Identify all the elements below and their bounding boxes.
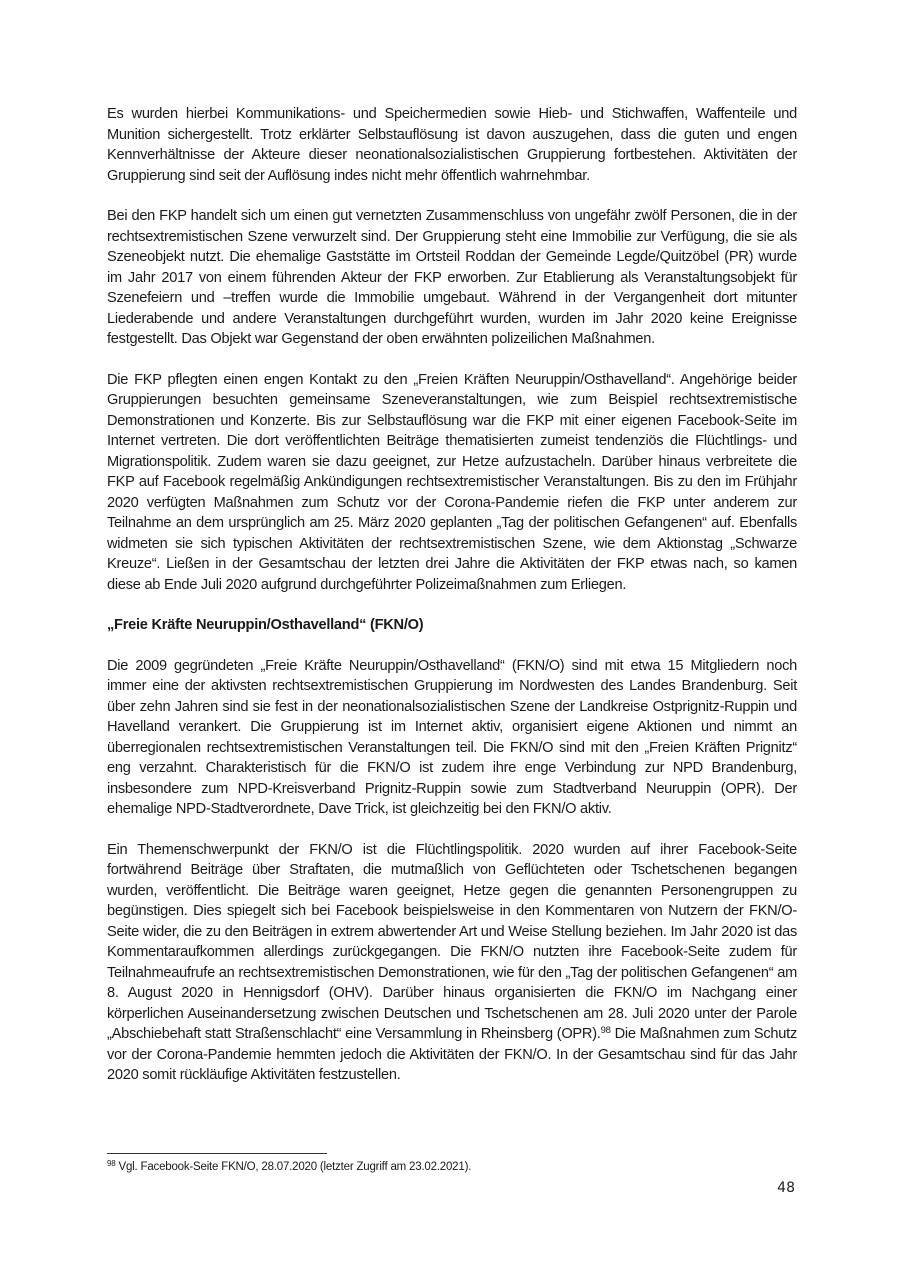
page-number: 48 — [777, 1180, 795, 1196]
footnote-text: Vgl. Facebook-Seite FKN/O, 28.07.2020 (letzter Zugriff am 23.02.2021). — [115, 1161, 472, 1173]
paragraph-5 — [107, 840, 797, 1086]
paragraph-3: Die FKP pflegten einen engen Kontakt zu den „Freien Kräften Neuruppin/Osthavelland“. Angehörige beider Gruppierungen besuchten gemeinsame Szeneveranstaltungen, wie zum Beispiel rechtsextremistische Demonstrationen und Konzerte. Bis zur Selbstauflösung war die FKP mit einer eigenen Facebook-Seite im Internet vertreten. Die dort veröffentlichten Beiträge thematisierten zumeist tendenziös die Flüchtlings- und Migrationspolitik. Zudem waren sie dazu geeignet, zur Hetze aufzustacheln. Darüber hinaus verbreitete die FKP auf Facebook regelmäßig Ankündigungen rechtsextremistischer Veranstaltungen. Bis zu den im Frühjahr 2020 verfügten Maßnahmen zum Schutz vor der Corona-Pandemie riefen die FKP unter anderem zur Teilnahme an dem ursprünglich am 25. März 2020 geplanten „Tag der politischen Gefangenen“ auf. Ebenfalls widmeten sie sich typischen Aktivitäten der rechtsextremistischen Szene, wie dem Aktionstag „Schwarze Kreuze“. Ließen in der Gesamtschau der letzten drei Jahre die Aktivitäten der FKP etwas nach, so kamen diese ab Ende Juli 2020 aufgrund durchgeführter Polizeimaßnahmen zum Erliegen. — [107, 371, 797, 593]
footnote-divider — [107, 1153, 327, 1154]
paragraph-2: Bei den FKP handelt sich um einen gut vernetzten Zusammenschluss von ungefähr zwölf Personen, die in der rechtsextremistischen Szene verwurzelt sind. Der Gruppierung steht eine Immobilie zur Verfügung, die sie als Szeneobjekt nutzt. Die ehemalige Gaststätte im Ortsteil Roddan der Gemeinde Legde/Quitzöbel (PR) wurde im Jahr 2017 von einem führenden Akteur der FKP erworben. Zur Etablierung als Veranstaltungsobjekt für Szenefeiern und –treffen wurde die Immobilie umgebaut. Während in der Vergangenheit dort mitunter Liederabende und andere Veranstaltungen durchgeführt wurden, wurden im Jahr 2020 keine Ereignisse festgestellt. Das Objekt war Gegenstand der oben erwähnten polizeilichen Maßnahmen. — [107, 208, 797, 347]
main-text — [107, 104, 797, 1086]
section-heading: „Freie Kräfte Neuruppin/Osthavelland“ (FKN/O) — [107, 617, 424, 633]
footnote-number: 98 — [107, 1159, 116, 1168]
paragraph-5-text-a: Ein Themenschwerpunkt der FKN/O ist die Flüchtlingspolitik. 2020 wurden auf ihrer Facebook-Seite fortwährend Beiträge über Straftaten, die mutmaßlich von Geflüchteten oder Tschetschenen begangen wurden, veröffentlicht. Die Beiträge waren geeignet, Hetze gegen die genannten Personengruppen zu begünstigen. Dies spiegelt sich bei Facebook beispielsweise in den Kommentaren von Nutzern der FKN/O-Seite wider, die zu den Beiträgen in extrem abwertender Art und Weise Stellung beziehen. Im Jahr 2020 ist das Kommentaraufkommen allerdings zurückgegangen. Die FKN/O nutzten ihre Facebook-Seite zudem für Teilnahmeaufrufe an rechtsextremistischen Demonstrationen, wie für den „Tag der politischen Gefangenen“ am 8. August 2020 in Hennigsdorf (OHV). Darüber hinaus organisierten die FKN/O im Nachgang einer körperlichen Auseinandersetzung zwischen Deutschen und Tschetschenen am 28. Juli 2020 unter der Parole „Abschiebehaft statt Straßenschlacht“ eine Versammlung in Rheinsberg (OPR). — [107, 841, 797, 1042]
paragraph-4: Die 2009 gegründeten „Freie Kräfte Neuruppin/Osthavelland“ (FKN/O) sind mit etwa 15 Mitgliedern noch immer eine der aktivsten rechtsextremistischen Gruppierung im Nordwesten des Landes Brandenburg. Seit über zehn Jahren sind sie fest in der neonationalsozialistischen Szene der Landkreise Ostprignitz-Ruppin und Havelland verankert. Die Gruppierung ist im Internet aktiv, organisiert eigene Aktionen und nimmt an überregionalen rechtsextremistischen Veranstaltungen teil. Die FKN/O sind mit den „Freien Kräften Prignitz“ eng verzahnt. Charakteristisch für die FKN/O ist zudem ihre enge Verbindung zur NPD Brandenburg, insbesondere zum NPD-Kreisverband Prignitz-Ruppin sowie zum Stadtverband Neuruppin (OPR). Der ehemalige NPD-Stadtverordnete, Dave Trick, ist gleichzeitig bei den FKN/O aktiv. — [107, 657, 797, 817]
footnote — [107, 1160, 797, 1175]
paragraph-1: Es wurden hierbei Kommunikations- und Speichermedien sowie Hieb- und Stichwaffen, Waffenteile und Munition sichergestellt. Trotz erklärter Selbstauflösung ist davon auszugehen, dass die guten und engen Kennverhältnisse der Akteure dieser neonationalsozialistischen Gruppierung fortbestehen. Aktivitäten der Gruppierung sind seit der Auflösung indes nicht mehr öffentlich wahrnehmbar. — [107, 106, 797, 184]
paragraph-5-text-b: Die Maßnahmen zum Schutz vor der Corona-Pandemie hemmten jedoch die Aktivitäten der FKN/O. In der Gesamtschau sind für das Jahr 2020 somit rückläufige Aktivitäten festzustellen. — [107, 1026, 797, 1083]
footnote-reference[interactable]: 98 — [600, 1025, 611, 1036]
